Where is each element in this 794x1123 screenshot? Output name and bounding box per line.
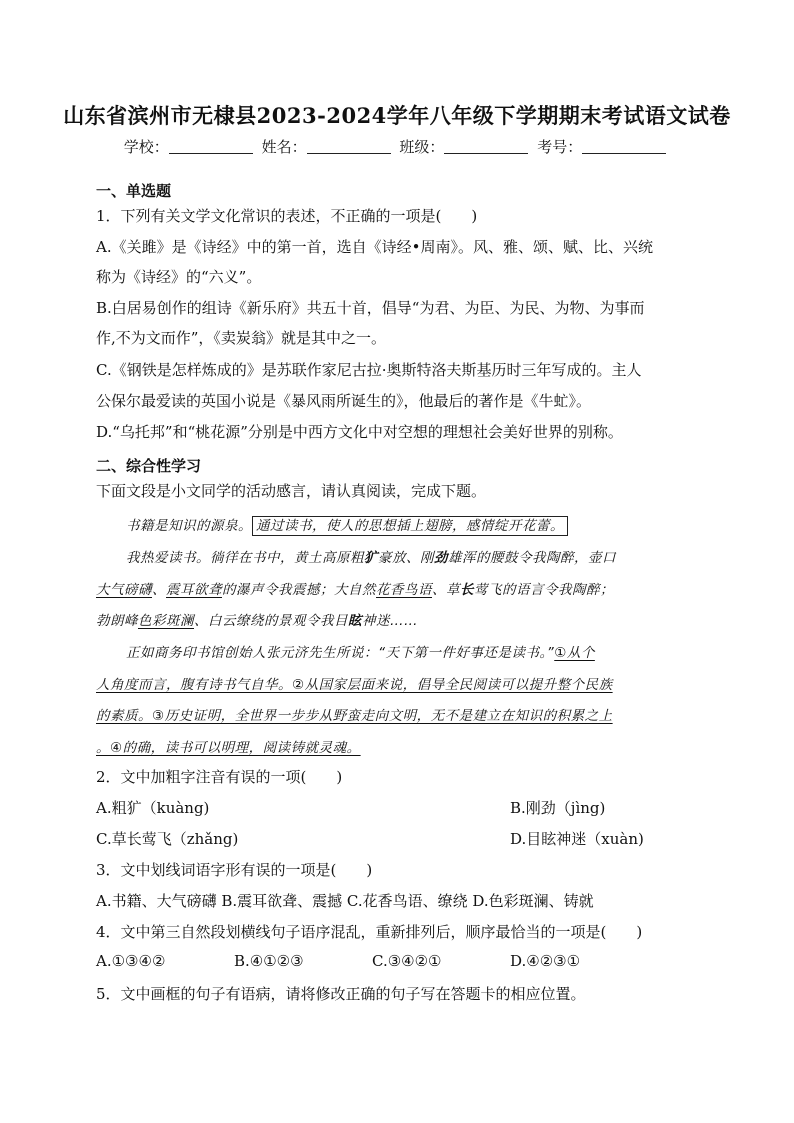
passage-p3-line1 (126, 641, 595, 661)
passage-boxed-sentence: 通过读书，使人的思想插上翅膀，感情绽开花蕾。 (252, 516, 568, 536)
q1-option-c-line1: C.《钢铁是怎样炼成的》是苏联作家尼古拉·奥斯特洛夫斯基历时三年写成的。主人 (96, 361, 642, 379)
passage-text: 豪放、刚 (378, 550, 434, 566)
passage-text: 正如商务印书馆创始人张元济先生所说：“天下第一件好事还是读书。” (126, 645, 555, 661)
passage-text: 我热爱读书。徜徉在书中，黄土高原粗 (126, 550, 364, 566)
q4-option-c: C.③④②① (372, 952, 442, 970)
passage-p1-sentence: 书籍是知识的源泉。 (126, 518, 252, 534)
passage-p3-line2: 人角度而言，腹有诗书气自华。②从国家层面来说，倡导全民阅读可以提升整个民族 (96, 677, 613, 693)
q3-options: A.书籍、大气磅礴 B.震耳欲聋、震撼 C.花香鸟语、缭绕 D.色彩斑澜、铸就 (96, 892, 594, 910)
exam-number-label: 考号： (537, 138, 583, 156)
class-label: 班级： (399, 138, 445, 156)
q4-option-a: A.①③④② (96, 952, 166, 970)
underlined-word-2: 震耳欲聋 (166, 582, 222, 598)
q1-option-a-line1: A.《关雎》是《诗经》中的第一首，选自《诗经•周南》。风、雅、颂、赋、比、兴统 (96, 238, 653, 256)
passage-text: 、草 (432, 582, 460, 598)
student-info-row (0, 136, 794, 157)
q1-option-b-line1: B.白居易创作的组诗《新乐府》共五十首，倡导“为君、为臣、为民、为物、为事而 (96, 299, 645, 317)
section-2-header: 二、综合性学习 (96, 457, 202, 475)
school-label: 学校： (123, 138, 169, 156)
underlined-word-1: 大气磅礴 (96, 582, 152, 598)
bold-char-jing: 劲 (434, 550, 448, 566)
school-blank[interactable] (169, 139, 253, 154)
name-blank[interactable] (307, 139, 391, 154)
q1-option-d: D.“乌托邦”和“桃花源”分别是中西方文化中对空想的理想社会美好世界的别称。 (96, 423, 623, 441)
passage-text: 的瀑声令我震撼；大自然 (222, 582, 376, 598)
exam-number-blank[interactable] (582, 139, 666, 154)
passage-text: 勃朗峰 (96, 613, 138, 629)
q2-stem: 2．文中加粗字注音有误的一项( ) (96, 768, 343, 786)
underlined-word-3: 花香鸟语 (376, 582, 432, 598)
bold-char-xuan: 眩 (348, 613, 362, 629)
section-1-header: 一、单选题 (96, 182, 172, 200)
name-label: 姓名： (261, 138, 307, 156)
q1-option-a-line2: 称为《诗经》的“六义”。 (96, 268, 262, 286)
q4-stem: 4．文中第三自然段划横线句子语序混乱，重新排列后，顺序最恰当的一项是( ) (96, 923, 643, 941)
passage-p3-line3: 的素质。③历史证明，全世界一步步从野蛮走向文明，无不是建立在知识的积累之上 (96, 708, 613, 724)
exam-title: 山东省滨州市无棣县2023-2024学年八年级下学期期末考试语文试卷 (63, 103, 731, 128)
bold-char-kuang: 犷 (364, 550, 378, 566)
passage-text: 雄浑的腰鼓令我陶醉，壶口 (448, 550, 616, 566)
passage-text: 、白云缭绕的景观令我目 (194, 613, 348, 629)
passage-text: 神迷…… (362, 613, 418, 629)
underlined-sentence-start: ①从个 (554, 645, 595, 661)
q5-stem: 5．文中画框的句子有语病，请将修改正确的句子写在答题卡的相应位置。 (96, 985, 586, 1003)
passage-text: 莺飞的语言令我陶醉； (474, 582, 614, 598)
q2-option-c: C.草长莺飞（zhǎng) (96, 830, 239, 848)
q4-option-b: B.④①②③ (234, 952, 304, 970)
q2-option-a: A.粗犷（kuàng) (96, 799, 210, 817)
passage-p2-line2 (96, 578, 614, 598)
q2-option-d: D.目眩神迷（xuàn) (510, 830, 644, 848)
underlined-word-4: 色彩斑澜 (138, 613, 194, 629)
q1-stem: 1．下列有关文学文化常识的表述，不正确的一项是( ) (96, 207, 478, 225)
q3-stem: 3．文中划线词语字形有误的一项是( ) (96, 861, 373, 879)
passage-paragraph-1 (126, 514, 568, 534)
q2-option-b: B.刚劲（jìng) (510, 799, 606, 817)
q1-option-b-line2: 作,不为文而作”，《卖炭翁》就是其中之一。 (96, 329, 386, 347)
q4-option-d: D.④②③① (510, 952, 581, 970)
section-2-intro: 下面文段是小文同学的活动感言，请认真阅读，完成下题。 (96, 482, 487, 500)
class-blank[interactable] (444, 139, 528, 154)
passage-text: 、 (152, 582, 166, 598)
bold-char-zhang: 长 (460, 582, 474, 598)
passage-p2-line1 (126, 546, 616, 566)
passage-p3-line4: 。④的确，读书可以明理，阅读铸就灵魂。 (96, 740, 361, 756)
passage-p2-line3 (96, 609, 418, 629)
q1-option-c-line2: 公保尔最爱读的英国小说是《暴风雨所诞生的》，他最后的著作是《牛虻》。 (96, 392, 592, 410)
